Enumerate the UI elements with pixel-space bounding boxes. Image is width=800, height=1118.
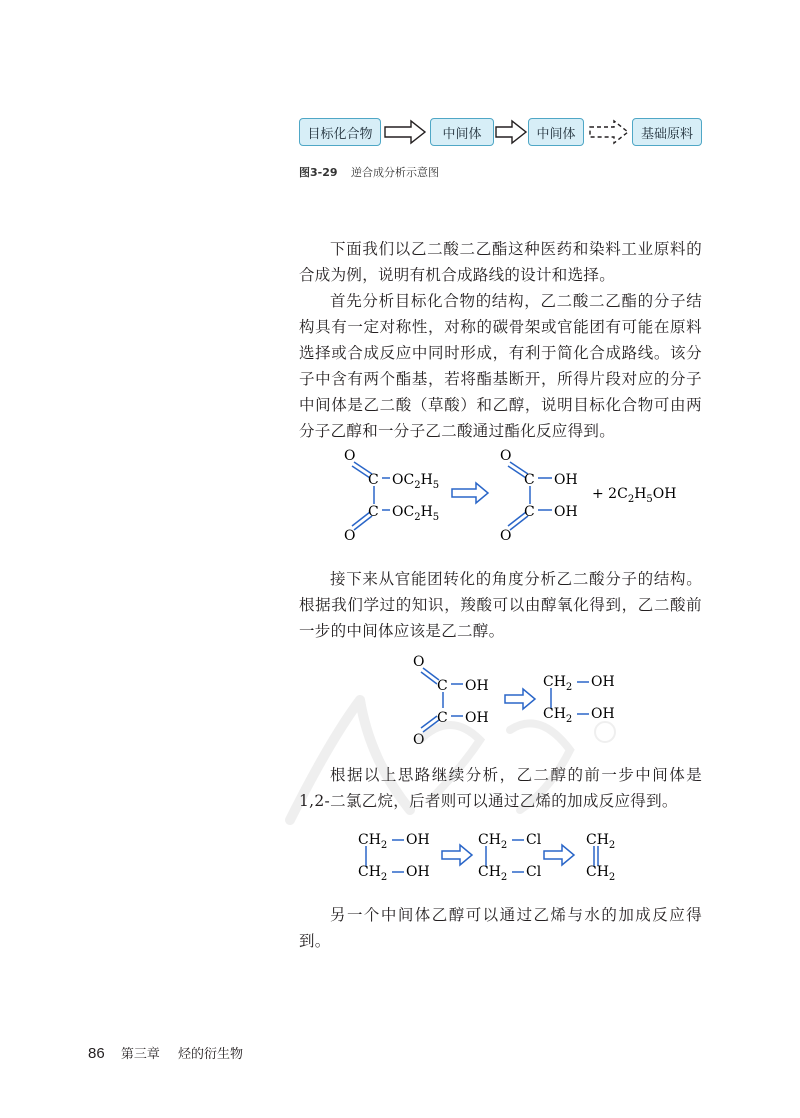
scheme2-sub-top: 2: [565, 682, 573, 693]
scheme2-oh-bottom: OH: [465, 710, 489, 726]
paragraph-2: 首先分析目标化合物的结构，乙二酸二乙酯的分子结构具有一定对称性，对称的碳骨架或官能团有可能在原料选择或合成反应中同时形成，有利于简化合成路线。该分子中含有两个酯基，若将酯基断开，所得片段对应的分子中间体是乙二酸（草酸）和乙醇，说明目标化合物可由两分子乙醇和一分子乙二酸通过酯化反应得到。: [299, 292, 702, 440]
scheme1-h-top: H: [420, 472, 433, 488]
scheme1-c-bottom: C: [368, 504, 379, 520]
figure-caption-text: 逆合成分析示意图: [351, 166, 440, 179]
scheme3-eth-ch-bottom: CH: [586, 864, 609, 880]
scheme3-glycol-sub-bottom: 2: [380, 872, 388, 883]
scheme2-glycol-oh-top: OH: [591, 674, 615, 690]
scheme2-glycol-oh-bottom: OH: [591, 706, 615, 722]
scheme1-eth-h: H: [634, 486, 647, 502]
svg-text:OC2H5: [392, 504, 439, 523]
scheme3-glycol-oh-bottom: OH: [406, 864, 430, 880]
svg-text:CH2: [358, 864, 387, 883]
figure-number: 图3-29: [299, 166, 338, 179]
page-number: 86: [88, 1045, 105, 1062]
scheme3-glycol-ch-top: CH: [358, 832, 381, 848]
paragraph-1: 下面我们以乙二酸二乙酯这种医药和染料工业原料的合成为例，说明有机合成路线的设计和选择。: [299, 240, 702, 284]
scheme3-glycol-oh-top: OH: [406, 832, 430, 848]
page-footer: [88, 1043, 243, 1062]
scheme1-oc-top: OC: [392, 472, 415, 488]
scheme1-acid-o-top: O: [500, 448, 512, 464]
scheme2-c-bottom: C: [437, 710, 448, 726]
svg-text:OC2H5: [392, 472, 439, 491]
scheme1-acid-oh-top: OH: [554, 472, 578, 488]
scheme3-eth-ch-top: CH: [586, 832, 609, 848]
scheme3-cl-top: Cl: [526, 832, 542, 848]
scheme2-o-bottom: O: [413, 732, 425, 746]
flow-box-raw-material: 基础原料: [632, 118, 702, 146]
scheme1-eth-sub2: 2: [627, 494, 635, 505]
svg-text:CH2: [586, 864, 615, 883]
scheme1-acid-o-bottom: O: [500, 528, 512, 544]
flow-arrow-dashed: [586, 118, 632, 146]
scheme2-oh-top: OH: [465, 678, 489, 694]
scheme3-eth-sub-bottom: 2: [608, 872, 616, 883]
scheme2-o-top: O: [413, 654, 425, 670]
svg-text:CH2: [478, 864, 507, 883]
scheme1-h-bottom: H: [420, 504, 433, 520]
scheme1-o-top: O: [344, 448, 356, 464]
scheme1-sub2-bottom: 2: [414, 512, 421, 523]
scheme1-acid-c-top: C: [524, 472, 535, 488]
flow-arrow-1: [381, 118, 429, 146]
scheme1-eth-sub5: 5: [646, 494, 653, 505]
scheme1-oc-bottom: OC: [392, 504, 415, 520]
scheme3-dcl-ch-bottom: CH: [478, 864, 501, 880]
scheme1-sub2-top: 2: [414, 480, 421, 491]
scheme3-cl-bottom: Cl: [526, 864, 542, 880]
scheme1-acid-c-bottom: C: [524, 504, 535, 520]
paragraph-3: 接下来从官能团转化的角度分析乙二酸分子的结构。根据我们学过的知识，羧酸可以由醇氧化得到，乙二酸前一步的中间体应该是乙二醇。: [299, 570, 702, 640]
scheme2-ch-bottom: CH: [543, 706, 566, 722]
scheme1-sub5-top: 5: [432, 480, 440, 491]
scheme3-dcl-sub-bottom: 2: [500, 872, 508, 883]
scheme-ester-hydrolysis: [330, 440, 710, 550]
paragraph-4: 根据以上思路继续分析，乙二醇的前一步中间体是1,2-二氯乙烷，后者则可以通过乙烯的加成反应得到。: [299, 766, 702, 810]
flow-box-intermediate-2: 中间体: [528, 118, 584, 146]
scheme1-eth-oh: OH: [652, 486, 677, 502]
chapter-label: 第三章: [120, 1047, 160, 1062]
scheme1-plus-ethanol: + 2C: [592, 486, 628, 502]
scheme3-dcl-ch-top: CH: [478, 832, 501, 848]
flow-arrow-2: [494, 118, 528, 146]
scheme2-ch-top: CH: [543, 674, 566, 690]
scheme1-c-top: C: [368, 472, 379, 488]
scheme3-glycol-ch-bottom: CH: [358, 864, 381, 880]
figure-caption: [299, 164, 439, 180]
scheme3-eth-sub-top: 2: [608, 840, 616, 851]
flow-box-intermediate-1: 中间体: [430, 118, 494, 146]
scheme1-acid-oh-bottom: OH: [554, 504, 578, 520]
scheme1-sub5-bottom: 5: [432, 512, 440, 523]
scheme2-sub-bottom: 2: [565, 714, 573, 725]
scheme3-glycol-sub-top: 2: [380, 840, 388, 851]
scheme2-c-top: C: [437, 678, 448, 694]
watermark-logo: [270, 680, 630, 840]
flow-box-target: 目标化合物: [299, 118, 381, 146]
svg-text:+ 2C2H5OH: [592, 486, 676, 505]
chapter-title: 烃的衍生物: [177, 1047, 243, 1062]
scheme1-o-bottom: O: [344, 528, 356, 544]
scheme3-dcl-sub-top: 2: [500, 840, 508, 851]
paragraph-5: 另一个中间体乙醇可以通过乙烯与水的加成反应得到。: [299, 906, 702, 950]
